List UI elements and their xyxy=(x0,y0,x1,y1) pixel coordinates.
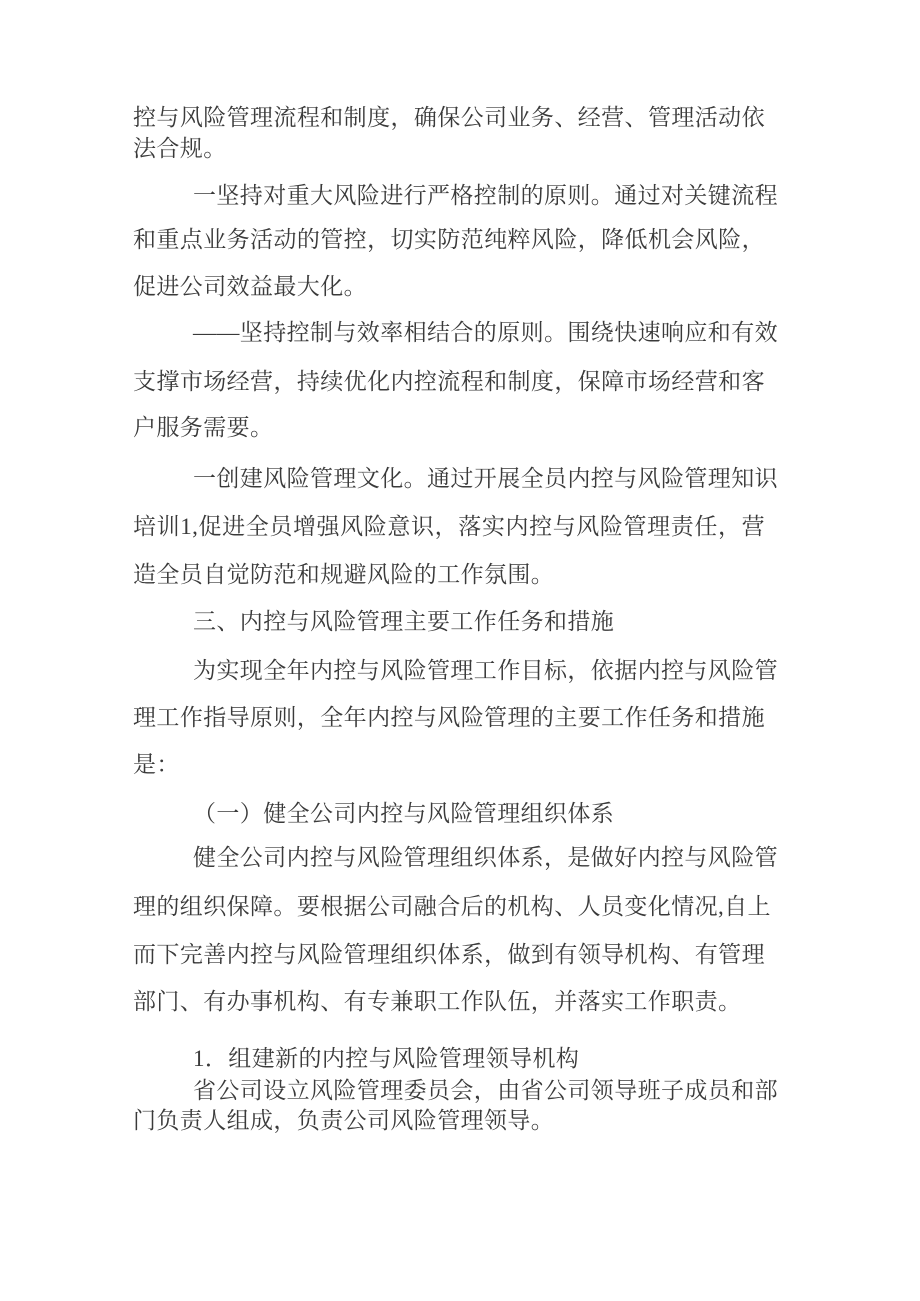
doc-line: 促进公司效益最大化。 xyxy=(133,274,367,299)
doc-line: 一创建风险管理文化。通过开展全员内控与风险管理知识 xyxy=(193,466,778,491)
doc-line: 为实现全年内控与风险管理工作目标，依据内控与风险管 xyxy=(193,658,778,683)
doc-line: 理工作指导原则，全年内控与风险管理的主要工作任务和措施 xyxy=(133,705,765,730)
doc-line: 法合规。 xyxy=(133,136,227,161)
doc-line: 和重点业务活动的管控，切实防范纯粹风险，降低机会风险， xyxy=(133,227,765,252)
doc-line: 健全公司内控与风险管理组织体系，是做好内控与风险管 xyxy=(193,845,778,870)
doc-line: 而下完善内控与风险管理组织体系，做到有领导机构、有管理 xyxy=(133,942,765,967)
doc-heading-subsection-1: （一）健全公司内控与风险管理组织体系 xyxy=(193,801,615,826)
doc-heading-section-3: 三、内控与风险管理主要工作任务和措施 xyxy=(193,609,615,634)
doc-line: 培训1,促进全员增强风险意识，落实内控与风险管理责任，营 xyxy=(133,514,765,539)
doc-line: 造全员自觉防范和规避风险的工作氛围。 xyxy=(133,562,555,587)
doc-line: 省公司设立风险管理委员会，由省公司领导班子成员和部 xyxy=(193,1078,778,1103)
doc-line: ——坚持控制与效率相结合的原则。围绕快速响应和有效 xyxy=(193,320,778,345)
doc-line: 户服务需要。 xyxy=(133,415,274,440)
doc-line: 门负责人组成，负责公司风险管理领导。 xyxy=(133,1108,555,1133)
doc-heading-item-1: 1．组建新的内控与风险管理领导机构 xyxy=(193,1046,580,1071)
doc-line: 理的组织保障。要根据公司融合后的机构、人员变化情况,自上 xyxy=(133,894,771,919)
doc-line: 部门、有办事机构、有专兼职工作队伍，并落实工作职责。 xyxy=(133,989,742,1014)
doc-line: 是： xyxy=(133,752,180,777)
doc-line: 支撑市场经营，持续优化内控流程和制度，保障市场经营和客 xyxy=(133,369,765,394)
doc-line: 一坚持对重大风险进行严格控制的原则。通过对关键流程 xyxy=(193,183,778,208)
doc-line: 控与风险管理流程和制度，确保公司业务、经营、管理活动依 xyxy=(133,105,765,130)
